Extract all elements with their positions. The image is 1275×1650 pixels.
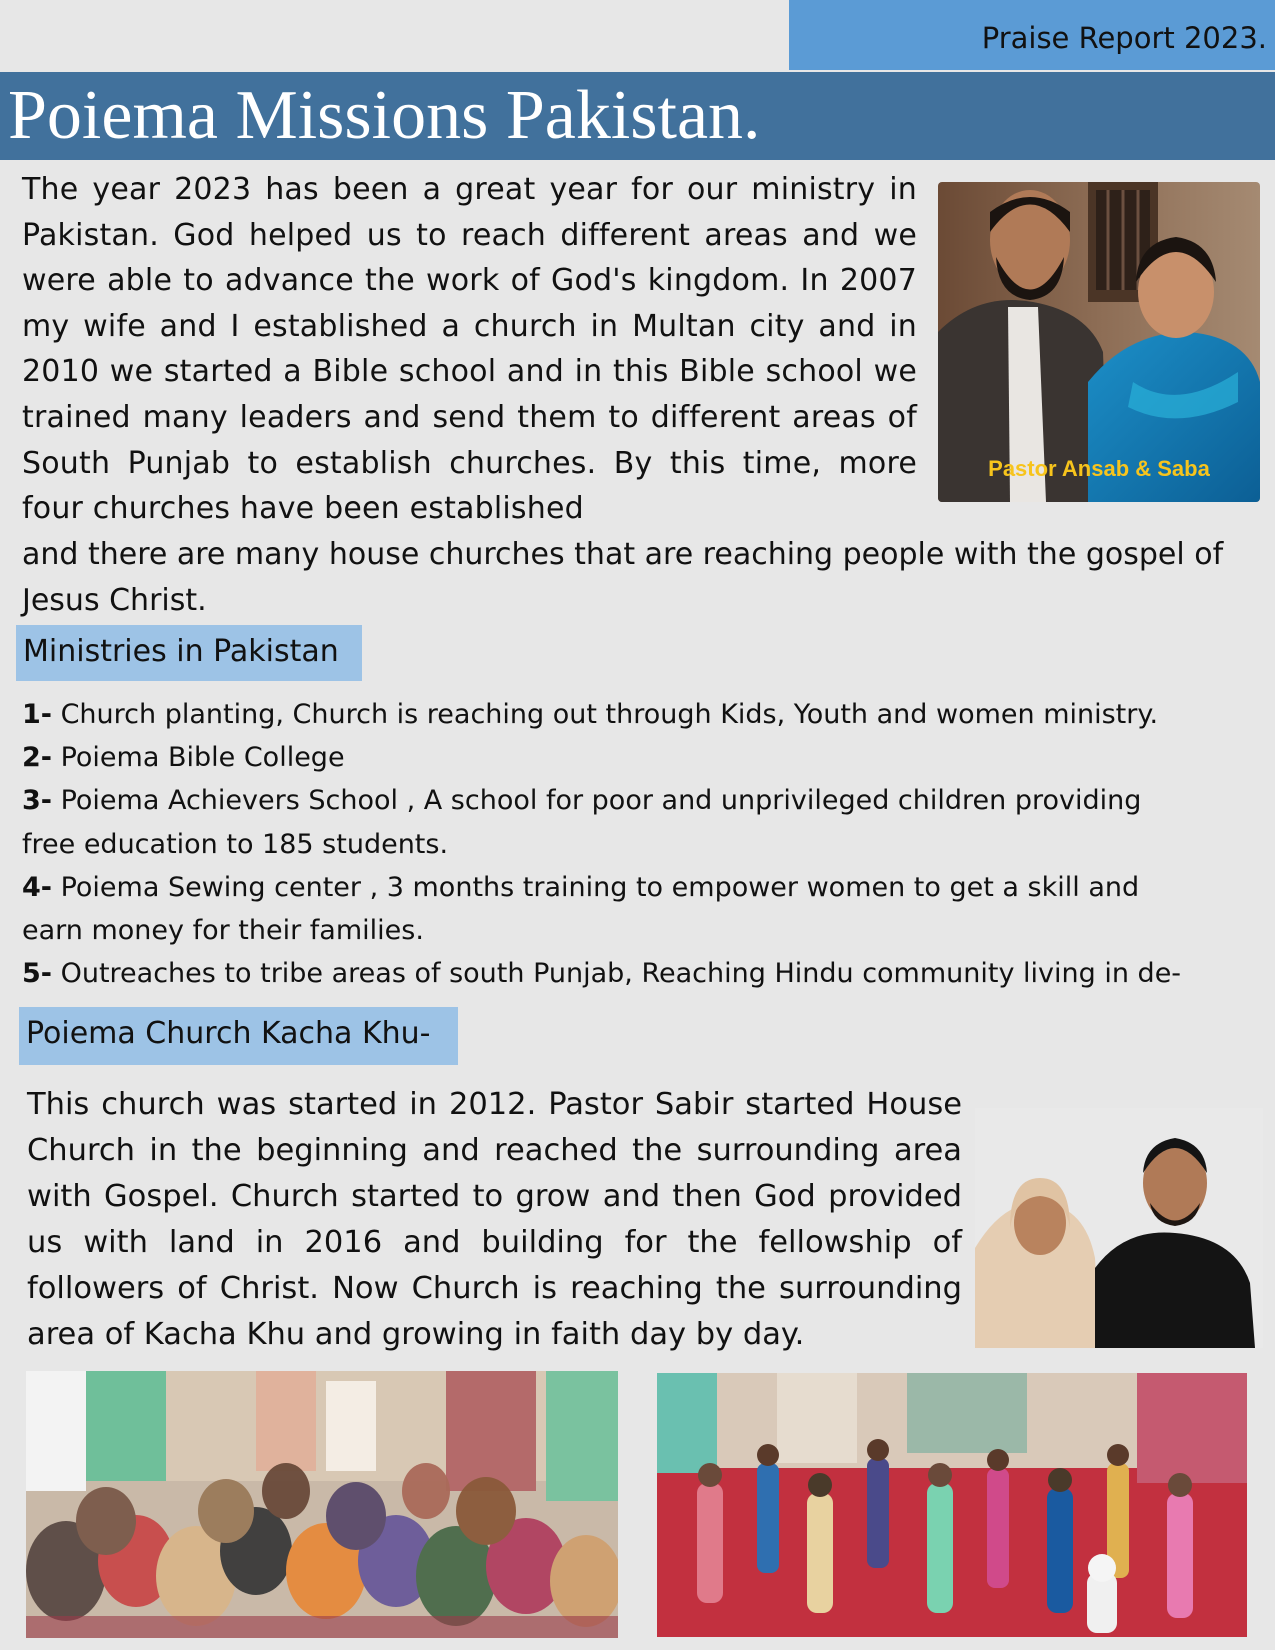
list-item-text: Church planting, Church is reaching out through Kids, Youth and women ministry. [52, 699, 1159, 730]
list-item-continuation [22, 909, 1267, 952]
church-pastor-photo [975, 1108, 1263, 1348]
report-tag [789, 0, 1275, 70]
report-tag-text: Praise Report 2023. [981, 21, 1267, 55]
list-item [22, 693, 1267, 736]
photo-caption: Pastor Ansab & Saba [988, 456, 1210, 481]
ministries-list [22, 693, 1267, 995]
list-item-number: 5- [22, 958, 52, 990]
intro-paragraph: The year 2023 has been a great year for our ministry in Pakistan. God helped us to reach different areas and we were able to advance the work of God's kingdom. In 2007 my wife and I established a church in Multan city and in 2010 we started a Bible school and in this Bible school we trained many leaders and send them to different areas of South Punjab to establish churches. By this time, more four churches have been established [22, 172, 917, 527]
list-item [22, 736, 1267, 779]
intro-paragraph-continued: and there are many house churches that are reaching people with the gospel of Jesus Christ. [22, 537, 1224, 618]
list-item-text: Poiema Bible College [52, 742, 345, 774]
church-paragraph: This church was started in 2012. Pastor Sabir started House Church in the beginning and reached the surrounding area with Gospel. Church started to grow and then God provided us with land in 2016 and building for the fellowship of followers of Christ. Now Church is reaching the surrounding area of Kacha Khu and growing in faith day by day. [27, 1087, 962, 1352]
list-item-number: 2- [22, 742, 52, 774]
list-item [22, 952, 1267, 995]
list-item-text: Poiema Achievers School , A school for poor and unprivileged children providing [52, 785, 1142, 817]
title-bar [0, 72, 1275, 160]
list-item-text: Outreaches to tribe areas of south Punjab, Reaching Hindu community living in de- [52, 958, 1182, 990]
page-title: Poiema Missions Pakistan. [8, 77, 761, 154]
list-item [22, 779, 1267, 822]
congregation-photo [26, 1371, 618, 1638]
list-item-continuation [22, 823, 1267, 866]
list-item-number: 3- [22, 785, 52, 817]
section-heading-church: Poiema Church Kacha Khu- [19, 1007, 458, 1065]
list-item-text: earn money for their families. [22, 915, 424, 947]
list-item-text: Poiema Sewing center , 3 months training to empower women to get a skill and [52, 871, 1140, 903]
list-item-number: 1- [22, 699, 52, 730]
list-item-number: 4- [22, 871, 52, 903]
list-item-text: free education to 185 students. [22, 828, 449, 860]
list-item [22, 866, 1267, 909]
pastor-couple-photo [938, 182, 1260, 502]
section-heading-ministries: Ministries in Pakistan [16, 625, 362, 681]
children-ministry-photo [657, 1373, 1247, 1637]
